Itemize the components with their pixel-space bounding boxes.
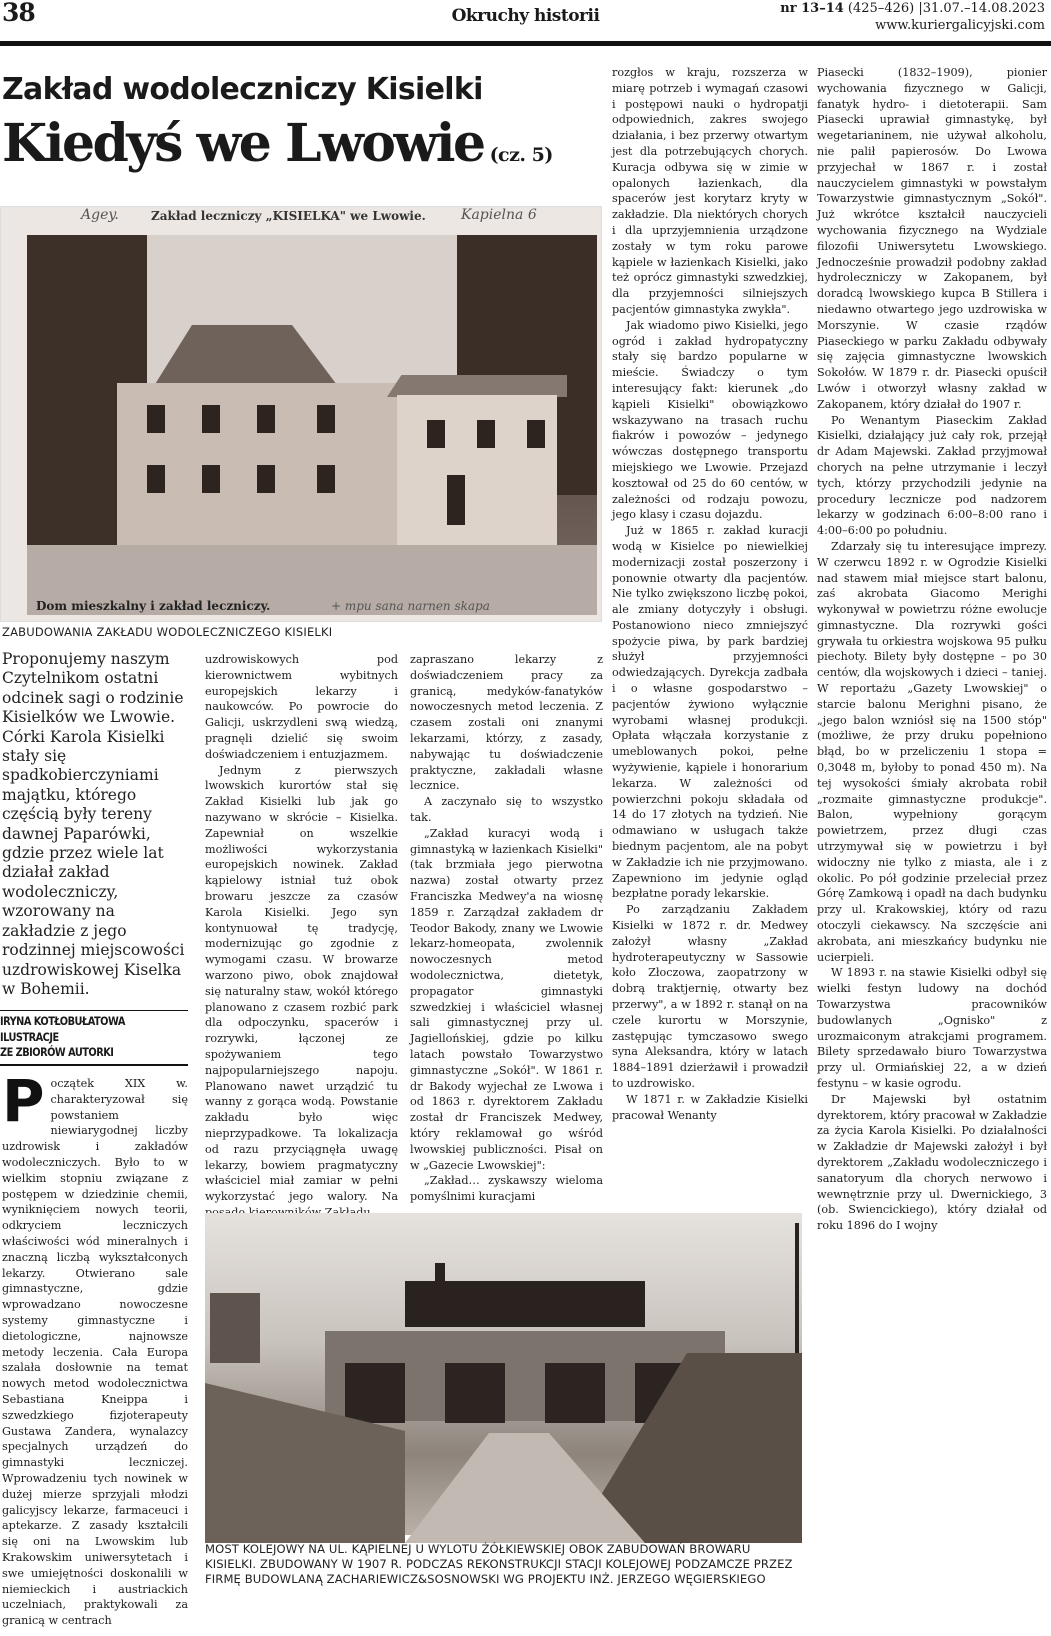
issue-number: nr 13–14: [780, 1, 844, 16]
photo-bridge-arch: [445, 1363, 505, 1423]
byline-illustrations: ILUSTRACJE: [0, 1029, 59, 1044]
headline-text: Kiedyś we Lwowie: [2, 113, 484, 174]
photo-shed: [210, 1293, 260, 1363]
paragraph: A zaczynało się to wszystko tak.: [410, 795, 603, 824]
issue-info: [780, 0, 1045, 34]
paragraph: Piasecki (1832–1909), pionier wychowania fizycznego w Galicji, fanatyk hydro- i dietoterapii. Sam Piasecki uprawiał gimnastykę, był wegetarianinem, nie używał alkoholu, nie palił papierosów. Do Lwowa przyjechał w 1867 r. i został nauczycielem gimnastyki w powstałym Towarzystwie gimnastycznym „Sokół". Już wkrótce kształcił nauczycieli wychowania fizycznego na Wydziale filozofii Uniwersytetu Lwowskiego. Jednocześnie prowadził podobny zakład hydroleczniczy w Zakopanem, był doradcą lwowskiego kupca B Stillera i niedawno otwartego jego uzdrowiska w Morszynie. W czasie rządów Piaseckiego w parku Zakładu odbywały się zajęcia gimnastyczne lwowskich Sokołów. W 1879 r. dr. Piasecki opuścił Lwów i otworzył własny zakład w Zakopanem, który działał do 1907 r.: [817, 66, 1047, 411]
drop-cap: P: [2, 1067, 45, 1135]
section-name: Okruchy historii: [451, 6, 600, 26]
photo-window: [257, 465, 275, 493]
article-column-1: [2, 1067, 188, 1636]
photo-wing-roof: [387, 375, 567, 397]
paragraph: Po zarządzaniu Zakładem Kisielki w 1872 r. dr. Medwey założył własny „Zakład hydroterapeutyczny w Sassowie koło Złoczowa, zaopatrzony w dobrą traktjernię, otwarty bez przerwy", a w 1892 r. stanął on na czele kurortu w Morszynie, zastępując tymczasowo swego syna Aleksandra, który w latach 1884–1891 dzierżawił i prowadził to uzdrowisko.: [612, 903, 808, 1090]
photo-handwriting-left: Agey.: [81, 207, 119, 223]
byline-author: IRYNA KOTŁOBUŁATOWA: [0, 1014, 125, 1028]
photo-door: [447, 475, 465, 525]
paragraph: Jednym z pierwszych lwowskich kurortów stał się Zakład Kisielki lub jak go nazywano w skrócie – Kisielka. Zapewniał on wszelkie możliwości wykorzystania europejskich nowinek. Zakład kąpielowy istniał tuż obok browaru jeszcze za czasów Karola Kisielki. Jego syn kontynuował tę tradycję, modernizując go zgodnie z wymogami czasu. W browarze warzono piwo, obok znajdował się naturalny staw, wokół którego planowano z czasem rozbić park dla odpoczynku, spacerów i rozrywki, łączonej ze spożywaniem tego najpopularniejszego napoju. Planowano nawet urządzić tu wanny z gorąca wodą. Powstanie zakładu było więc nieprzypadkowe. Ta lokalizacja od razu przyciągnęła uwagę lekarzy, bowiem pragmatyczny właściciel miał zamiar w pełni wykorzystać jego walory. Na: [205, 763, 398, 1204]
photo-window: [147, 405, 165, 433]
paragraph: Dr Majewski był ostatnim dyrektorem, który pracował w Zakładzie za życia Karola Kisielki. Po działalności w Zakładzie dr Majewski założył i był dyrektorem „Zakładu wodoleczniczego i sanatoryum dla chorych nerwowo i wewnętrznie przy ul. Dwernickiego, 3 (ob. Swiencickiego), który działał od roku 1896 do I wojny: [817, 1092, 1047, 1233]
photo-image: [27, 235, 597, 615]
photo-caption-railway: MOST KOLEJOWY NA UL. KĄPIELNEJ U WYLOTU ŻÓŁKIEWSKIEJ OBOK ZABUDOWAŃ BROWARU KISIELKI. ZBUDOWANY W 1907 R. PODCZAS REKONSTRUKCJI STACJI KOLEJOWEJ PODZAMCZE PRZEZ FIRMĘ BUDOWLANĄ ZACHARIEWICZ&SOSNOWSKI WG PROJEKTU INŻ. JERZEGO WĘGIERSKIEGO: [205, 1542, 793, 1587]
photo-window: [317, 405, 335, 433]
masthead: [0, 0, 1051, 46]
paragraph: W 1893 r. na stawie Kisielki odbył się wielki festyn ludowy na dochód Towarzystwa pracowników budowlanych „Ognisko" z urozmaiconym atrakcjami programem. Bilety sprzedawało biuro Towarzystwa przy ul. Ormiańskiej 22, a w dzień festynu – w kasie ogrodu.: [817, 966, 1047, 1090]
article-headline: [2, 112, 553, 187]
photo-window: [147, 465, 165, 493]
photo-window: [202, 465, 220, 493]
paragraph: zapraszano lekarzy z doświadczeniem pracy za granicą, medyków-fanatyków nowoczesnych metod leczenia. Z czasem zostali oni znanymi lekarzami, którzy, z zasady, nabywając tu doświadczenie praktyczne, zakładali własne lecznice.: [410, 653, 603, 793]
website-link[interactable]: www.kuriergalicyjski.com: [875, 18, 1045, 33]
photo-window: [427, 420, 445, 448]
paragraph: „Zakład kuracyi wodą i gimnastyką w łazienkach Kisielki" (tak brzmiała jego pierwotna nazwa) został otwarty przez Franciszka Medwey'a na wiosnę 1859 r. Zarządzał zakładem dr Teodor Bakody, znany we Lwowie lekarz-homeopata, zwolennik nowoczesnych metod wodolecznictwa, dietetyk, propagator gimnastyki szwedzkiej i właściciel własnej sali gimnastycznej przy ul. Jagiellońskiej, gdzie po kilku latach powstało Towarzystwo gimnastyczne „Sokół". W 1861 r. dr Bakody wyjechał ze Lwowa i od 1863 r. dyrektorem Zakładu został dr Franciszek Medwey, który reklamował go wśród lwowskiej publiczności. Pisał on w „Gazecie Lwowskiej":: [410, 826, 603, 1172]
photo-bridge-arch: [545, 1363, 605, 1423]
paragraph: Zdarzały się tu interesujące imprezy. W czerwcu 1892 r. w Ogrodzie Kisielki nad stawem miał miejsce start balonu, zaś akrobata Giacomo Merighi wykonywał w powietrzu różne ewolucje gimnastyczne. Dla rozrywki gości grywała tu orkiestra wojskowa 95 pułku piechoty. Bilety były dostępne – po 30 centów, dla wojskowych i dzieci – taniej. W reportażu „Gazety Lwowskiej" o starcie balonu Merighni pisano, że „jego balon wzniósł się na 1500 stóp" (możliwe, że przy druku popełniono błąd, bo w przeliczeniu 1 stopa = 0,3048 m, byłoby to ponad 450 m). Na tej wysokości śmiały akrobata robił „rozmaite gimnastyczne produkcje". Balon, wypełniony gorącym powietrzem, przez długi czas utrzymywał się w powietrzu i był widoczny nie tylko z miasta, ale i z okolic. Po pół godzinie przeleciał przez Górę Zamkową i opadł na dach budynku przy ul. Krakowskiej, który od razu otoczyli ciekawscy. Na szczęście ani akrobata, ani mieszkańcy budynku nie ucierpieli.: [817, 539, 1047, 964]
byline-source: ZE ZBIORÓW AUTORKI: [0, 1045, 114, 1059]
byline: [0, 1010, 188, 1066]
paragraph: Już w 1865 r. zakład kuracji wodą w Kisielce po niewielkiej modernizacji został poszerzony i ponownie otwarty dla pacjentów. Nie tylko zwiększono liczbę pokoi, ale zmiany dotyczyły i obsługi. Postanowiono nieco zmniejszyć spożycie piwa, by park bardziej służył przyjemności odwiedzających. Dyrekcja zadbała i o własne gospodarstwo – pacjentów żywiono wyłącznie wyrobami własnej produkcji. Opłata włączała korzystanie z umeblowanych pokoi, pełne wyżywienie, kąpiele i honorarium lekarza. W zależności od powierzchni pokoju składała od 14 do 17 złotych na tydzień. Nie odmawiano w usługach także biednym pacjentom, ale na pobyt w Zakładzie ich nie przyjmowano. Zapewniono im jedynie ogląd bezpłatne porady lekarskie.: [612, 524, 808, 901]
headline-part: (cz. 5): [489, 144, 553, 166]
paragraph: Jak wiadomo piwo Kisielki, jego ogród i zakład hydropatyczny stały się bardzo popularne w mieście. Świadczy o tym interesujący fakt: kierunek „do kąpieli Kisielki" obowiązkowo wskazywano na trasach ruchu fiakrów i powozów – jedynego wówczas dostępnego transportu miejskiego we Lwowie. Przejazd kosztował od 25 do 60 centów, w zależności od rodzaju powozu, jego klasy i czasu dojazdu.: [612, 318, 808, 522]
article-column-3: [410, 652, 603, 1212]
photo-window: [477, 420, 495, 448]
photo-handwriting-right: Kapielna 6: [461, 207, 537, 223]
page-number: 38: [2, 0, 35, 27]
photo-bridge-arch: [345, 1363, 405, 1423]
issue-dates: (425–426) |31.07.–14.08.2023: [843, 1, 1045, 16]
photo-handwriting-bottom: + mpu sana narnen skapa: [331, 599, 490, 613]
paragraph: uzdrowiskowych pod kierownictwem wybitnych europejskich lekarzy i naukowców. Po powrocie do Galicji, uskrzydleni swą wiedzą, pragnęli dzielić się swoim doświadczeniem i entuzjazmem.: [205, 653, 398, 761]
article-column-4: [612, 65, 808, 1215]
article-kicker: Zakład wodoleczniczy Kisielki: [2, 72, 483, 107]
article-lede: Proponujemy naszym Czytelnikom ostatni odcinek sagi o rodzinie Kisielków we Lwowie. Córki Karola Kisielki stały się spadkobierczyniami majątku, którego częścią były tereny dawnej Paparówki, gdzie przez wiele lat działał zakład wodoleczniczy, wzorowany na zakładzie z jego rodzinnej miejscowości uzdrowiskowej Kiselka w Bohemii.: [2, 650, 185, 998]
photo-card-title: Zakład leczniczy „KISIELKA" we Lwowie.: [151, 209, 426, 223]
photo-window: [257, 405, 275, 433]
header-rule: [0, 41, 1051, 46]
photo-caption: ZABUDOWANIA ZAKŁADU WODOLECZNICZEGO KISIELKI: [2, 625, 333, 639]
photo-window: [527, 420, 545, 448]
paragraph: oczątek XIX w. charakteryzował się powstaniem niewiarygodnej liczby uzdrowisk i zakładów wodoleczniczych. Było to w wielkim stopniu związane z postępem w dziedzinie chemii, wyniknięciem nowych teorii, odkryciem leczniczych właściwości wód mineralnych i znaczną liczbą wykształconych lekarzy. Otwierano sale gimnastyczne, gdzie wprowadzano nowoczesne systemy gimnastyczne i dietologiczne, najnowsze metody leczenia. Cała Europa szalała dosłownie na temat nowych metod wodolecznictwa Sebastiana Kneippa i szwedzkiego fizjoterapeuty Gustawa Zandera, wynalazcy specjalnych urządzeń do gimnastyki leczniczej. Wprowadzeniu tych nowinek w dużej mierze sprzyjali młodzi galicyjscy lekarze, farmaceuci i aptekarze. Z zasady kształcili się oni na Lwowskim lub Krakowskim uniwersytetach i swe umiejętności doskonalili w niemieckich i austriackich uczelniach, praktykowali za granicą w centrach: [2, 1077, 188, 1628]
photo-window: [317, 465, 335, 493]
photo-wing: [397, 395, 557, 545]
paragraph: W 1871 r. w Zakładzie Kisielki pracował Wenanty: [612, 1092, 808, 1122]
photo-locomotive: [405, 1281, 645, 1327]
article-column-2: [205, 652, 398, 1212]
photo-window: [202, 405, 220, 433]
paragraph: rozgłos w kraju, rozszerza w miarę potrzeb i wymagań czasowi i postępowi nauki o hydropatji odpowiednich, zakres swojego działania, i bez przerwy otwartym jest dla potrzebujących chorych. Kuracja odbywa się w zimie w opalonych łazienkach, dla spacerów jest korytarz kryty w zakładzie. Dla niektórych chorych i dla uprzyjemnienia urządzone zostały w tym roku parowe kąpiele w łazienkach Kisielki, jako też oprócz gimnastyki szwedzkiej, dla przyjemności silniejszych pacjentów gimnastyka zwykła".: [612, 66, 808, 316]
photo-pole: [795, 1223, 799, 1373]
photo-locomotive-chimney: [435, 1263, 445, 1283]
photo-railway-bridge: [205, 1213, 802, 1535]
photo-bottom-caption: Dom mieszkalny i zakład leczniczy.: [36, 599, 271, 613]
photo-kisielka-building: [0, 206, 602, 622]
paragraph: „Zakład… zyskawszy wieloma pomyślnimi kuracjami: [410, 1174, 603, 1204]
article-column-5: [817, 65, 1047, 1636]
paragraph: Po Wenantym Piaseckim Zakład Kisielki, działający już cały rok, przejął dr Adam Majewski. Zakład przyjmował chorych na pełne utrzymanie i leczył tych, którzy przychodzili jedynie na procedury lecznicze pod nadzorem lekarzy w godzinach 6:00–8:00 rano i 4:00–6:00 po południu.: [817, 413, 1047, 538]
